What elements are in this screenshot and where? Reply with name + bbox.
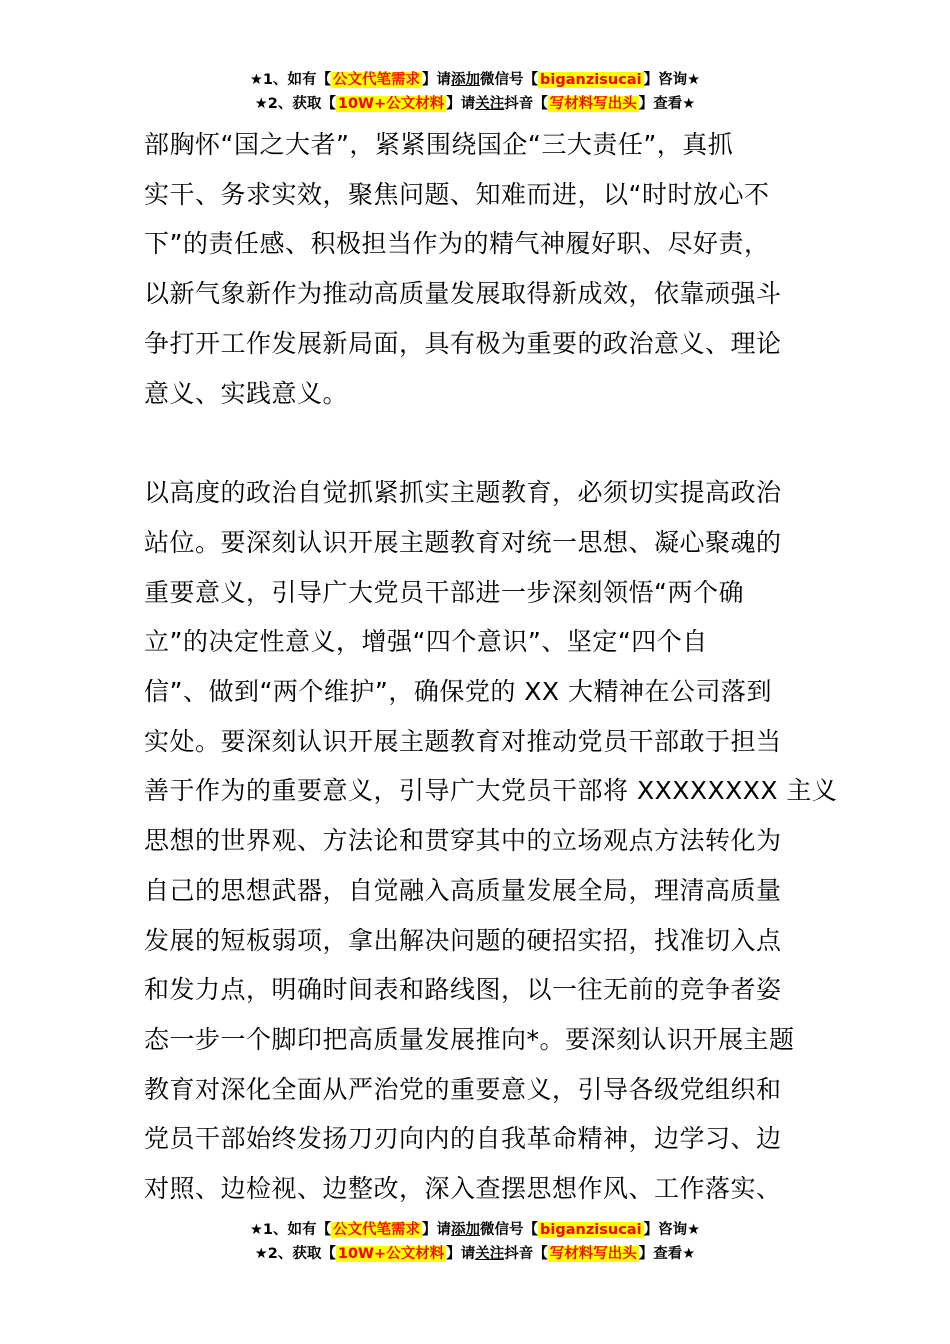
footer-promo-banner [0,1218,950,1266]
text-line: 以高度的政治自觉抓紧抓实主题教育，必须切实提高政治 [144,478,782,508]
text-line: 立”的决定性意义，增强“四个意识”、坚定“四个自 [144,627,708,657]
text-line: 部胸怀“国之大者”，紧紧围绕国企“三大责任”，真抓 [144,130,734,159]
highlight-materials: 10W+公文材料 [337,1246,445,1262]
text-line: 党员干部始终发扬刀刃向内的自我革命精神，边学习、边 [144,1124,782,1154]
text-line: 实处。要深刻认识开展主题教育对推动党员干部敢于担当 [144,726,782,756]
header-promo-banner [0,68,950,116]
star-icon: ★ [254,96,268,112]
highlight-service: 公文代笔需求 [333,72,421,88]
star-icon: ★ [249,1222,263,1238]
text-line: 态一步一个脚印把高质量发展推向*。要深刻认识开展主题 [144,1024,795,1054]
highlight-douyin-account: 写材料写出头 [549,96,637,112]
promo-line-1: ★1、如有【 公文代笔需求 】请添加微信号【 biganzisucai 】咨询★ [249,72,701,88]
promo-line-1: ★1、如有【 公文代笔需求 】请添加微信号【 biganzisucai 】咨询★ [249,1222,701,1238]
text-line: 以新气象新作为推动高质量发展取得新成效，依靠顽强斗 [144,279,782,309]
highlight-douyin-account: 写材料写出头 [549,1246,637,1262]
text-line: 发展的短板弱项，拿出解决问题的硬招实招，找准切入点 [144,925,782,955]
paragraph-spacer [144,418,814,468]
text-line: 教育对深化全面从严治党的重要意义，引导各级党组织和 [144,1074,782,1104]
star-icon: ★ [249,72,263,88]
text-line: 争打开工作发展新局面，具有极为重要的政治意义、理论 [144,328,782,358]
text-line: 自己的思想武器，自觉融入高质量发展全局，理清高质量 [144,875,782,905]
text-line: 思想的世界观、方法论和贯穿其中的立场观点方法转化为 [144,826,782,856]
paragraph-2 [144,468,838,1214]
text-line: 和发力点，明确时间表和路线图，以一往无前的竞争者姿 [144,975,782,1005]
paragraph-1 [144,120,814,418]
document-body [144,120,838,1214]
text-line: 站位。要深刻认识开展主题教育对统一思想、凝心聚魂的 [144,527,782,557]
text-line: 信”、做到“两个维护”，确保党的 XX 大精神在公司落到 [144,677,773,707]
star-icon: ★ [254,1246,268,1262]
highlight-wechat-id: biganzisucai [540,72,642,88]
highlight-wechat-id: biganzisucai [540,1222,642,1238]
text-line: 善于作为的重要意义，引导广大党员干部将 XXXXXXXX 主义 [144,776,838,806]
text-line: 意义、实践意义。 [144,378,349,408]
highlight-service: 公文代笔需求 [333,1222,421,1238]
text-line: 重要意义，引导广大党员干部进一步深刻领悟“两个确 [144,577,744,607]
promo-line-2: ★2、获取【 10W+公文材料 】请关注抖音【 写材料写出头 】查看★ [254,96,696,112]
highlight-materials: 10W+公文材料 [337,96,445,112]
text-line: 下”的责任感、积极担当作为的精气神履好职、尽好责， [144,229,770,259]
text-line: 实干、务求实效，聚焦问题、知难而进，以“时时放心不 [144,179,770,209]
text-line: 对照、边检视、边整改，深入查摆思想作风、工作落实、 [144,1174,782,1204]
promo-line-2: ★2、获取【 10W+公文材料 】请关注抖音【 写材料写出头 】查看★ [254,1246,696,1262]
